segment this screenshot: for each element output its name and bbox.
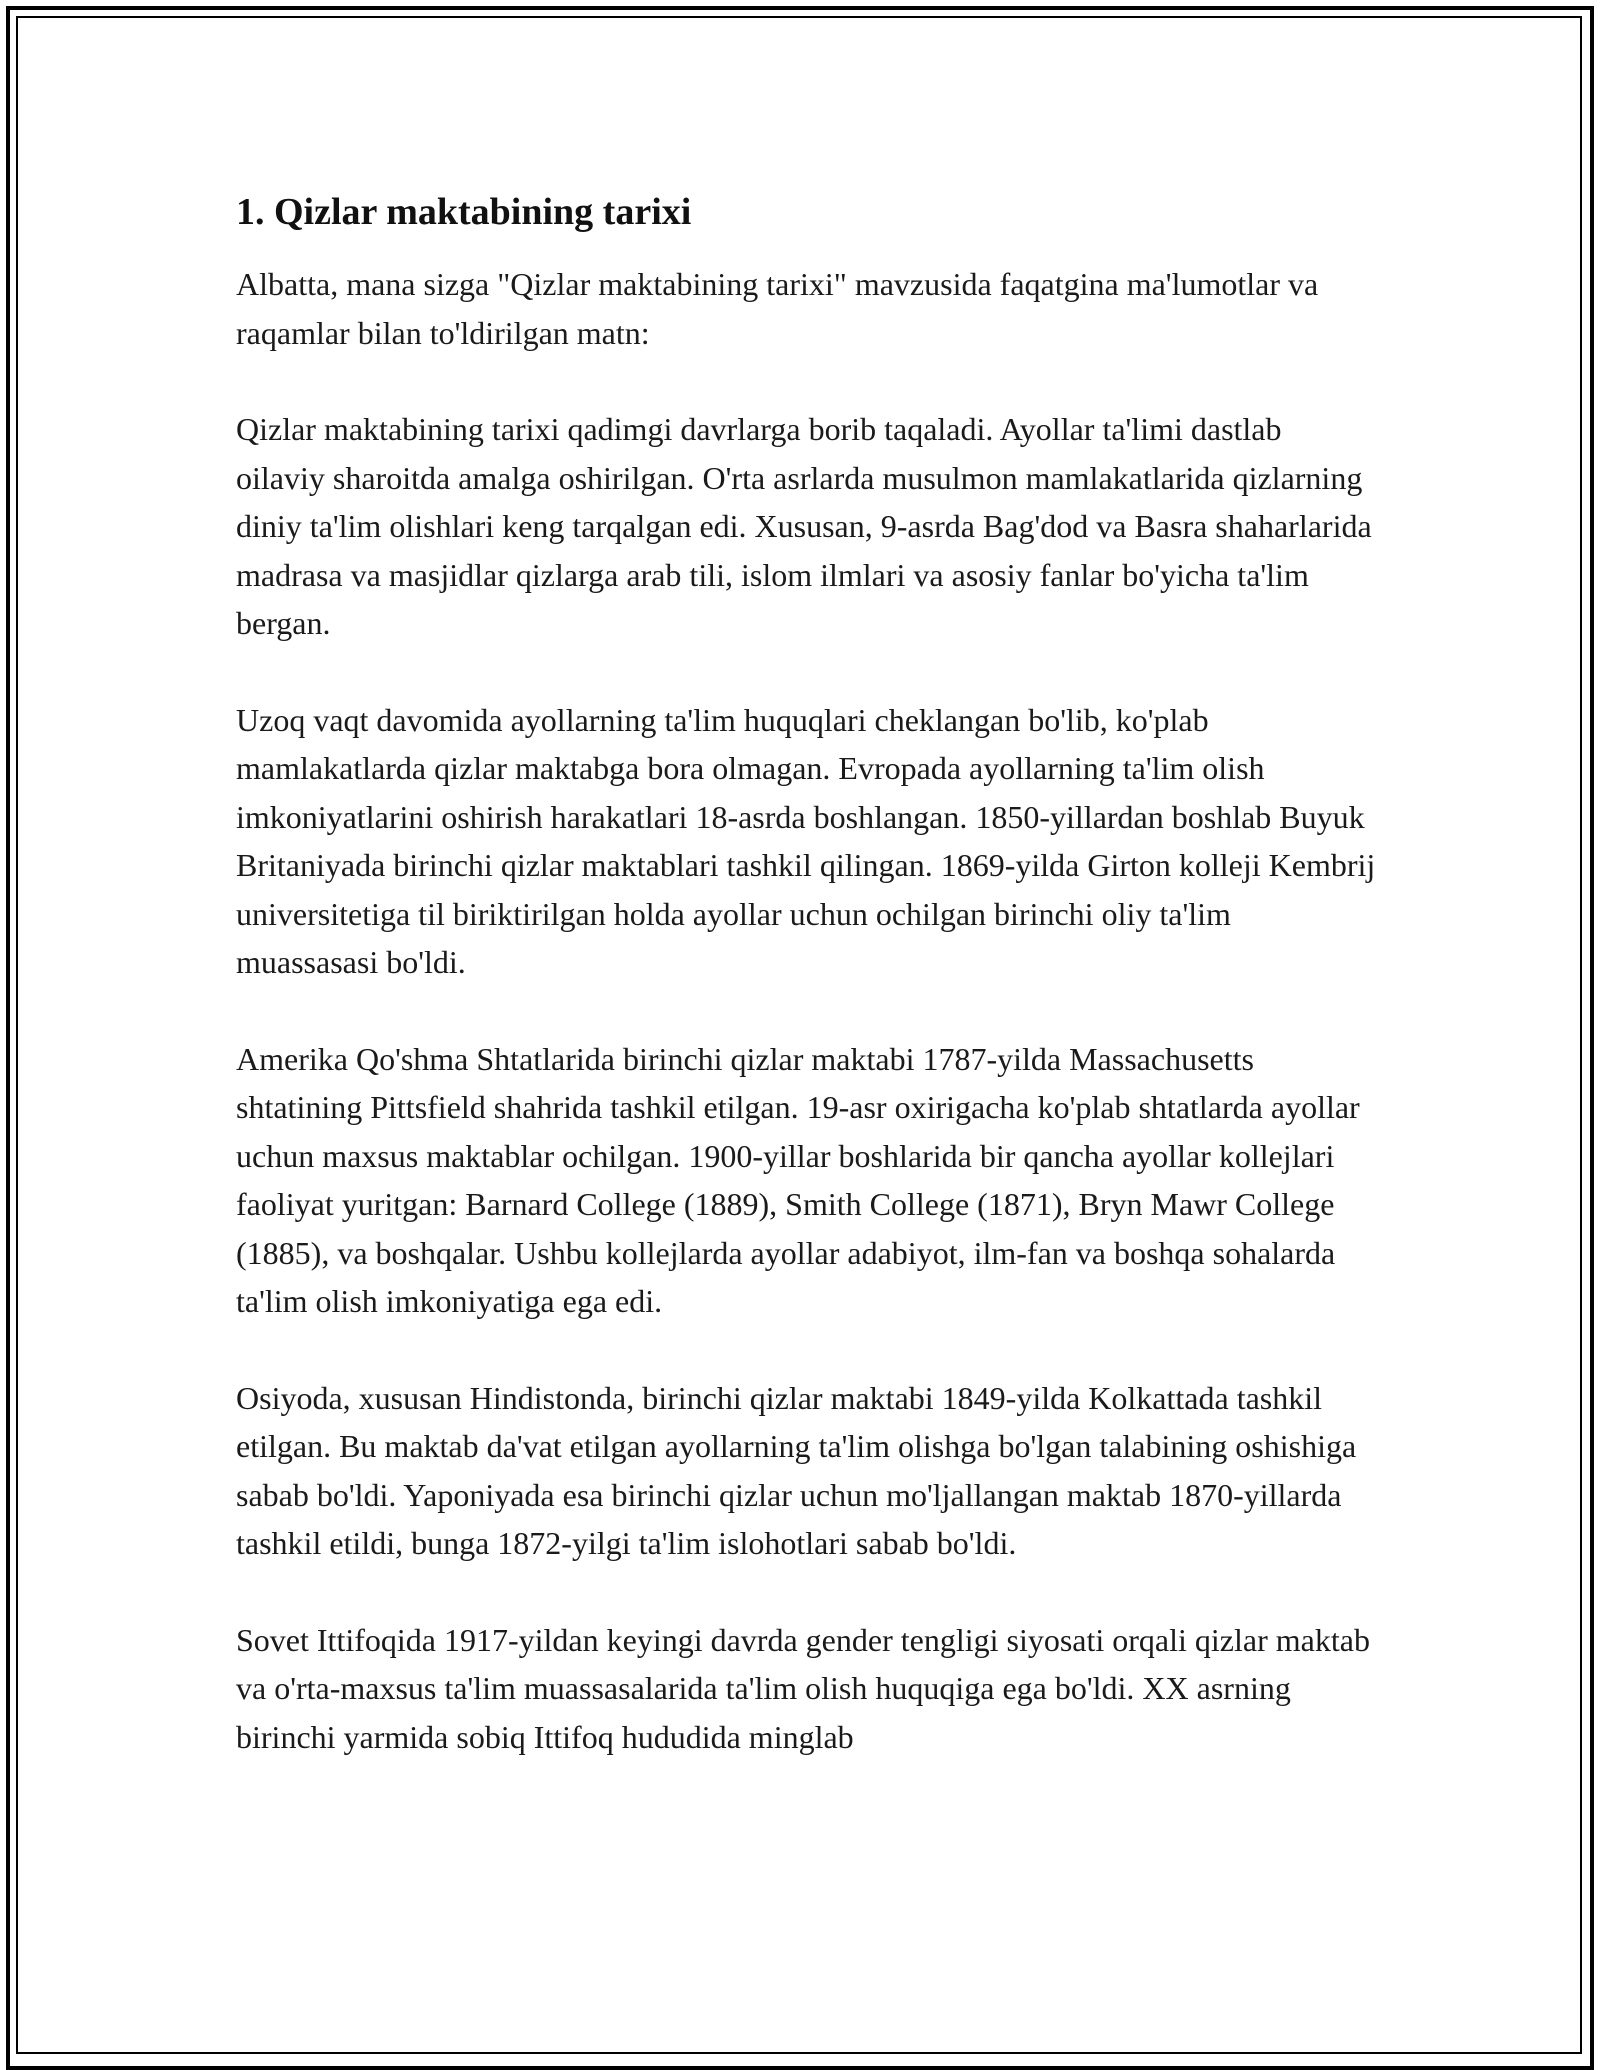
paragraph-ancient-history: Qizlar maktabining tarixi qadimgi davrlarga borib taqaladi. Ayollar ta'limi dastlab oilaviy sharoitda amalga oshirilgan. O'rta asrlarda musulmon mamlakatlarida qizlarning diniy ta'lim olishlari keng tarqalgan edi. Xususan, 9-asrda Bag'dod va Basra shaharlarida madrasa va masjidlar qizlarga arab tili, islom ilmlari va asosiy fanlar bo'yicha ta'lim bergan. [236, 411, 1372, 641]
section-heading: 1. Qizlar maktabining tarixi [236, 191, 692, 233]
paragraph-asia: Osiyoda, xususan Hindistonda, birinchi qizlar maktabi 1849-yilda Kolkattada tashkil etilgan. Bu maktab da'vat etilgan ayollarning ta'lim olishga bo'lgan talabining oshishiga sabab bo'ldi. Yaponiyada esa birinchi qizlar uchun mo'ljallangan maktab 1870-yillarda tashkil etildi, bunga 1872-yilgi ta'lim islohotlari sabab bo'ldi. [236, 1379, 1357, 1561]
paragraph-soviet: Sovet Ittifoqida 1917-yildan keyingi davrda gender tengligi siyosati orqali qizlar maktab va o'rta-maxsus ta'lim muassasalarida ta'lim olish huquqiga ega bo'ldi. XX asrning birinchi yarmida sobiq Ittifoq hududida minglab [236, 1621, 1370, 1755]
paragraph-intro: Albatta, mana sizga "Qizlar maktabining tarixi" mavzusida faqatgina ma'lumotlar va raqamlar bilan to'ldirilgan matn: [236, 266, 1319, 351]
paragraph-europe: Uzoq vaqt davomida ayollarning ta'lim huquqlari cheklangan bo'lib, ko'plab mamlakatlarda qizlar maktabga bora olmagan. Evropada ayollarning ta'lim olish imkoniyatlarini oshirish harakatlari 18-asrda boshlangan. 1850-yillardan boshlab Buyuk Britaniyada birinchi qizlar maktablari tashkil qilingan. 1869-yilda Girton kolleji Kembrij universitetiga til biriktirilgan holda ayollar uchun ochilgan birinchi oliy ta'lim muassasasi bo'ldi. [236, 701, 1376, 980]
document-body [236, 188, 1376, 1809]
paragraph-america: Amerika Qo'shma Shtatlarida birinchi qizlar maktabi 1787-yilda Massachusetts shtatining Pittsfield shahrida tashkil etilgan. 19-asr oxirigacha ko'plab shtatlarda ayollar uchun maxsus maktablar ochilgan. 1900-yillar boshlarida bir qancha ayollar kollejlari faoliyat yuritgan: Barnard College (1889), Smith College (1871), Bryn Mawr College (1885), va boshqalar. Ushbu kollejlarda ayollar adabiyot, ilm-fan va boshqa sohalarda ta'lim olish imkoniyatiga ega edi. [236, 1040, 1360, 1319]
